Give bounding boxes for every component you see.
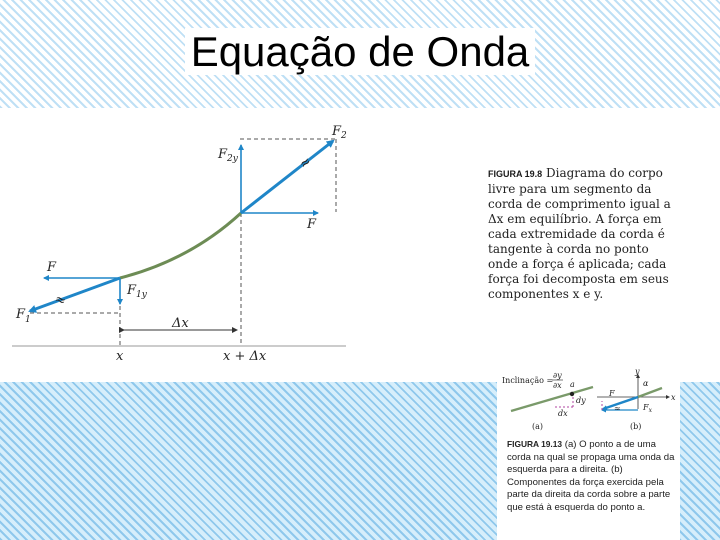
slide-title bbox=[0, 28, 720, 76]
approx-symbol-lower: ≈ bbox=[52, 291, 68, 310]
f2-arrow bbox=[241, 141, 333, 213]
label-x: x bbox=[116, 349, 124, 364]
label-dx: Δx bbox=[172, 316, 189, 331]
inset-point-a-label: a bbox=[570, 380, 575, 389]
figure-number: FIGURA 19.8 bbox=[488, 169, 543, 179]
string-segment bbox=[120, 213, 241, 278]
inset-dy-label: dy bbox=[576, 396, 586, 405]
inset-approx-symbol: ≈ bbox=[614, 404, 621, 413]
slide-title-text: Equação de Onda bbox=[185, 28, 536, 75]
label-f2: $F_2$ bbox=[332, 124, 347, 141]
inset-diagram bbox=[497, 367, 680, 437]
inset-fx-label: $F_x$ bbox=[643, 403, 652, 414]
inset-part-b: (b) bbox=[630, 422, 642, 431]
inset-alpha-label: α bbox=[643, 379, 649, 388]
inset-y-axis-label: y bbox=[635, 367, 640, 376]
inset-slope-den: ∂x bbox=[553, 381, 562, 390]
label-f-left: F bbox=[47, 260, 57, 275]
label-x-plus-dx: x + Δx bbox=[223, 349, 267, 364]
inset-slope-label: Inclinação = bbox=[502, 376, 554, 385]
label-f1y: $F_{1y}$ bbox=[127, 283, 147, 300]
inset-point-a bbox=[570, 392, 574, 396]
inset-figure bbox=[497, 367, 680, 540]
inset-figure-number: FIGURA 19.13 bbox=[507, 439, 563, 449]
inset-f-label: F bbox=[609, 389, 615, 398]
label-f-right: F bbox=[307, 217, 317, 232]
inset-dx-label: dx bbox=[558, 409, 568, 418]
inset-caption bbox=[507, 438, 679, 515]
inset-part-a: (a) bbox=[532, 422, 544, 431]
inset-slope-num: ∂y bbox=[553, 371, 562, 380]
inset-x-axis-label: x bbox=[671, 393, 676, 402]
label-f1: $F_1$ bbox=[16, 307, 31, 325]
dashed-guides bbox=[30, 139, 336, 346]
figure-caption bbox=[488, 166, 678, 302]
inset-string-b bbox=[638, 388, 662, 397]
inset-caption-text: (a) O ponto a de uma corda na qual se propaga uma onda da esquerda para a direita. (b) Componentes da força exercida pela parte da direita da corda sobre a parte que está à esquerda do ponto a. bbox=[507, 439, 675, 513]
f1-arrow bbox=[30, 278, 120, 311]
free-body-diagram bbox=[0, 108, 480, 366]
approx-symbol-upper: ≈ bbox=[296, 153, 315, 173]
label-f2y: $F_{2y}$ bbox=[218, 147, 238, 164]
figure-caption-text: Diagrama do corpo livre para um segmento da corda de comprimento igual a Δx em equilíbrio. A força em cada extremidade da corda é tangente à corda no ponto onde a força é aplicada; cada força foi decomposta em seus componentes x e y. bbox=[488, 166, 671, 301]
